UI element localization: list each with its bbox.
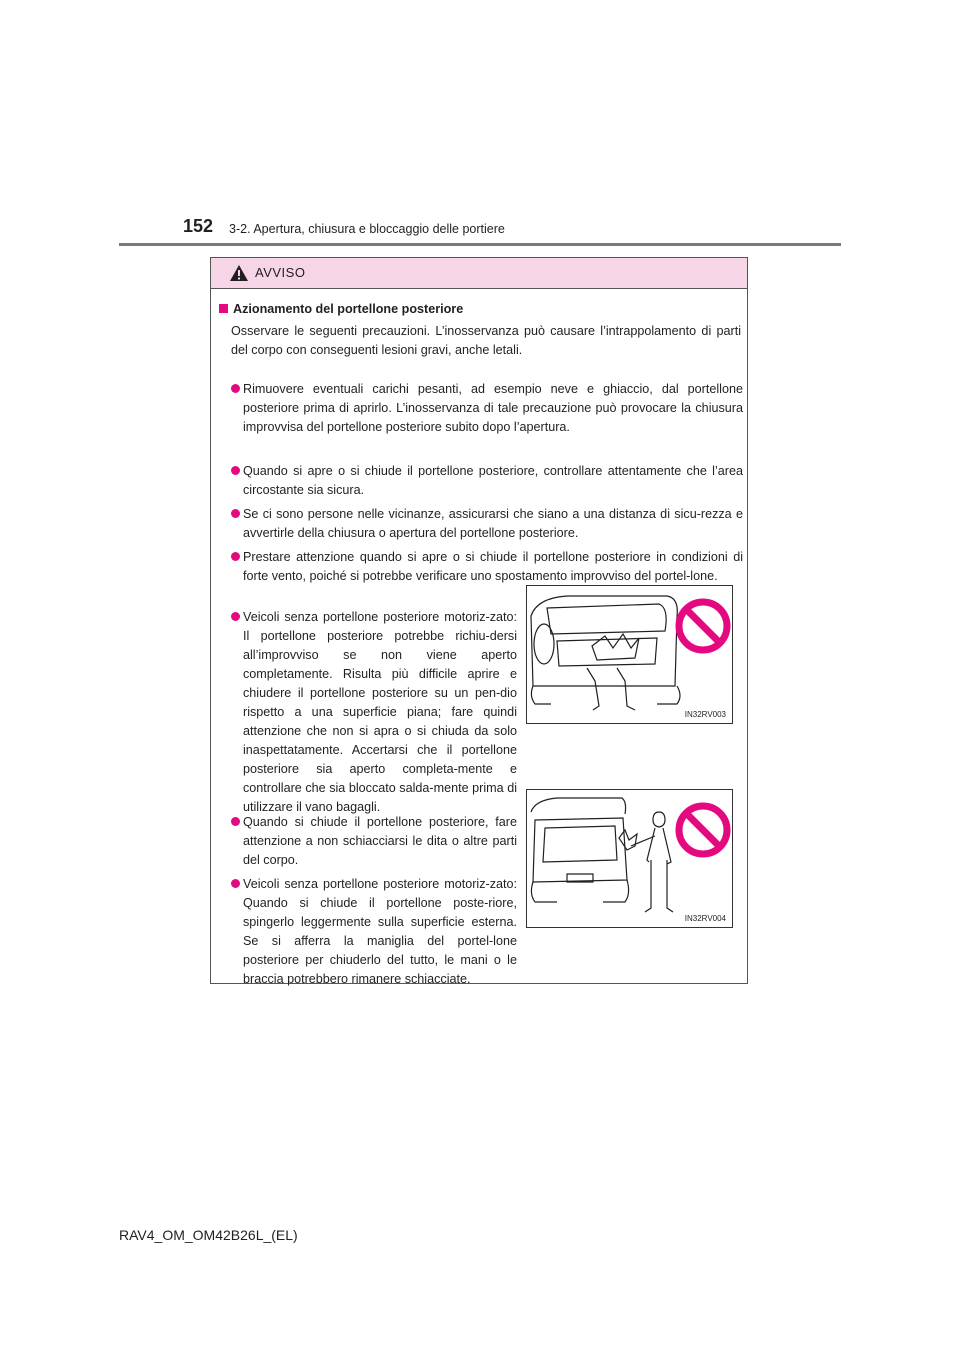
list-item <box>231 380 743 437</box>
list-item-text: Quando si chiude il portellone posteriore, fare attenzione a non schiacciarsi le dita o altre parti del corpo. <box>243 815 517 867</box>
subheading <box>219 300 463 319</box>
warning-header <box>211 258 747 289</box>
warning-box <box>210 257 748 984</box>
page-number: 152 <box>183 216 214 236</box>
bullet-dot-icon <box>231 384 240 393</box>
footer-doc-code: RAV4_OM_OM42B26L_(EL) <box>119 1227 298 1243</box>
list-item-text: Quando si apre o si chiude il portellone posteriore, controllare attentamente che l’area circostante sia sicura. <box>243 464 743 497</box>
subheading-text: Azionamento del portellone posteriore <box>233 302 464 316</box>
list-item-text: Veicoli senza portellone posteriore motoriz-zato: Il portellone posteriore potrebbe richiu-dersi all’improvviso se non viene aperto completamente. Risulta più difficile aprire e chiudere il portellone posteriore su un pen-dio rispetto a una superficie piana; fare quindi attenzione che non si apra o si chiuda da solo inaspettatamente. Accertarsi che il portellone posteriore sia aperto completa-mente e controllare che sia bloccato salda-mente prima di utilizzare il vano bagagli. <box>243 610 517 814</box>
list-item-text: Prestare attenzione quando si apre o si chiude il portellone posteriore in condizioni di forte vento, poiché si potrebbe verificare uno spostamento improvviso del portel-lone. <box>243 550 743 583</box>
figure-tailgate-closing <box>526 789 733 928</box>
list-item <box>231 548 743 586</box>
car-tailgate-closing-illustration <box>527 790 732 927</box>
bullet-dot-icon <box>231 552 240 561</box>
warning-triangle-icon <box>229 264 249 282</box>
bullet-dot-icon <box>231 817 240 826</box>
list-item <box>231 505 743 543</box>
figure-tailgate-falling <box>526 585 733 724</box>
intro-text: Osservare le seguenti precauzioni. L’inosservanza può causare l’intrappolamento di parti del corpo con conseguenti lesioni gravi, anche letali. <box>231 324 741 357</box>
figure-code: IN32RV004 <box>684 914 726 923</box>
bullet-dot-icon <box>231 466 240 475</box>
bullet-dot-icon <box>231 612 240 621</box>
list-item-text: Veicoli senza portellone posteriore motoriz-zato: Quando si chiude il portellone poste-riore, spingerlo leggermente sulla superficie esterna. Se si afferra la maniglia del portel-lone posteriore per chiuderlo del tutto, le mani o le braccia potrebbero rimanere schiacciate. <box>243 877 517 986</box>
car-tailgate-falling-illustration <box>527 586 732 723</box>
list-item-text: Se ci sono persone nelle vicinanze, assicurarsi che siano a una distanza di sicu-rezza e avvertirle della chiusura o apertura del portellone posteriore. <box>243 507 743 540</box>
figure-code: IN32RV003 <box>684 710 726 719</box>
square-bullet-icon <box>219 304 228 313</box>
header-rule <box>119 243 841 246</box>
warning-title: AVVISO <box>255 265 306 280</box>
section-title: 3-2. Apertura, chiusura e bloccaggio delle portiere <box>229 222 505 236</box>
bullet-dot-icon <box>231 509 240 518</box>
list-item <box>231 813 517 870</box>
bullet-dot-icon <box>231 879 240 888</box>
list-item-text: Rimuovere eventuali carichi pesanti, ad esempio neve e ghiaccio, dal portellone posteriore prima di aprirlo. L’inosservanza di tale precauzione può provocare la chiusura improvvisa del portellone posteriore subito dopo l’apertura. <box>243 382 743 434</box>
list-item <box>231 875 517 989</box>
list-item <box>231 608 517 817</box>
list-item <box>231 462 743 500</box>
